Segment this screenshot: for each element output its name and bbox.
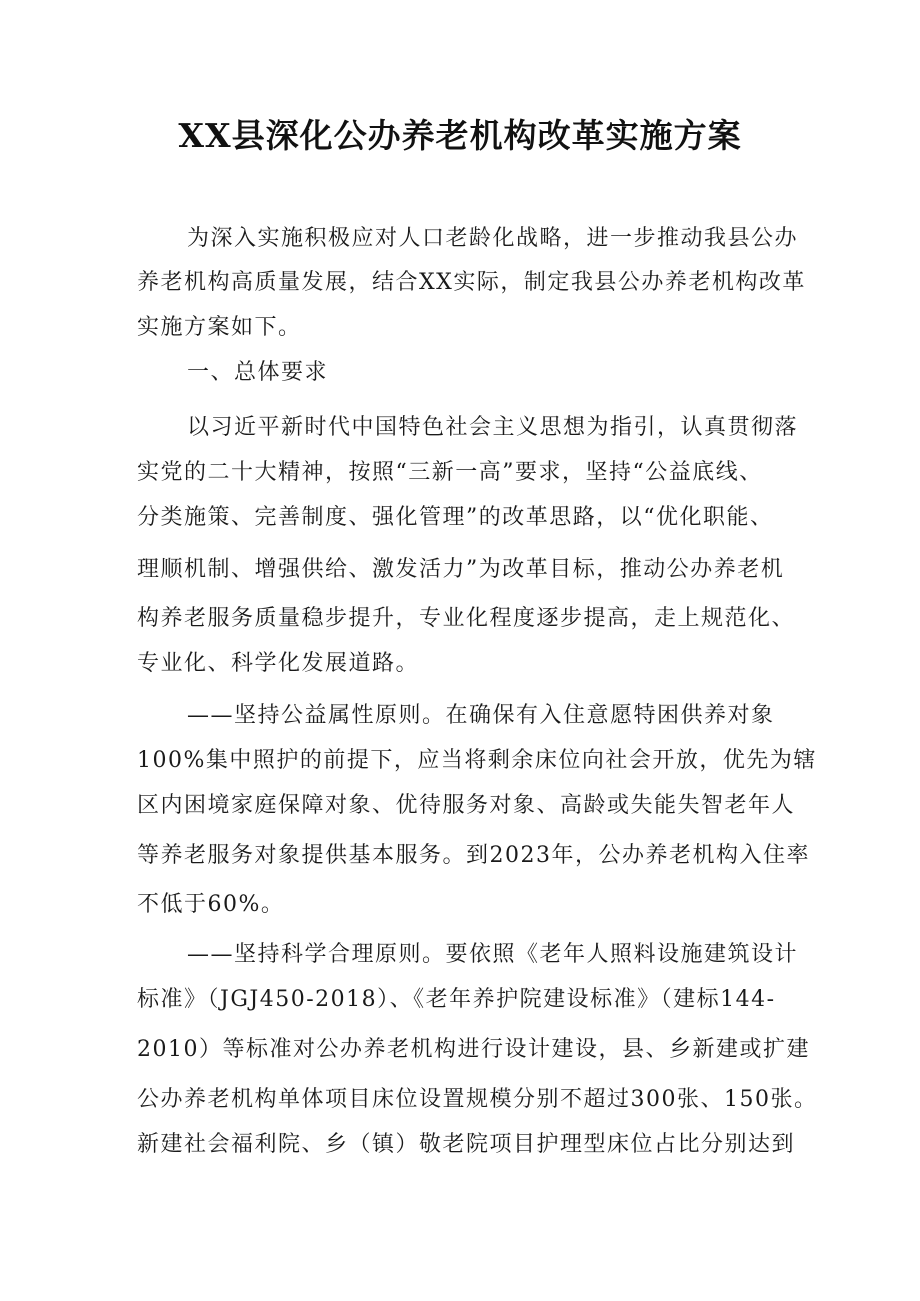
document-title: XX县深化公办养老机构改革实施方案 [178,116,742,155]
section-heading: 一、总体要求 [187,360,329,385]
paragraph-line: 实党的二十大精神，按照“三新一高”要求，坚持“公益底线、 [137,460,763,485]
paragraph-line: 等养老服务对象提供基本服务。到2023年，公办养老机构入住率 [137,843,810,868]
paragraph-line: 分类施策、完善制度、强化管理”的改革思路，以“优化职能、 [137,505,774,530]
paragraph-line: 实施方案如下。 [137,315,302,340]
paragraph-line: ——坚持科学合理原则。要依照《老年人照料设施建筑设计 [187,942,799,967]
paragraph-line: 新建社会福利院、乡（镇）敬老院项目护理型床位占比分别达到 [137,1132,796,1157]
paragraph-line: 标准》（JGJ450-2018）、《老年养护院建设标准》（建标144- [137,987,776,1012]
paragraph-line: 2010）等标准对公办养老机构进行设计建设，县、乡新建或扩建 [137,1037,810,1062]
paragraph-line: 理顺机制、增强供给、激发活力”为改革目标，推动公办养老机 [137,557,785,582]
paragraph-line: 养老机构高质量发展，结合XX实际，制定我县公办养老机构改革 [137,270,806,295]
paragraph-line: 区内困境家庭保障对象、优待服务对象、高龄或失能失智老年人 [137,793,796,818]
paragraph-line: 100%集中照护的前提下，应当将剩余床位向社会开放，优先为辖 [137,748,817,773]
paragraph-line: 不低于60%。 [137,892,285,917]
paragraph-line: 构养老服务质量稳步提升，专业化程度逐步提高，走上规范化、 [137,606,796,631]
paragraph-line: 专业化、科学化发展道路。 [137,651,420,676]
paragraph-line: ——坚持公益属性原则。在确保有入住意愿特困供养对象 [187,703,775,728]
paragraph-line: 以习近平新时代中国特色社会主义思想为指引，认真贯彻落 [187,415,799,440]
paragraph-line: 为深入实施积极应对人口老龄化战略，进一步推动我县公办 [187,226,799,251]
paragraph-line: 公办养老机构单体项目床位设置规模分别不超过300张、150张。 [137,1087,818,1112]
